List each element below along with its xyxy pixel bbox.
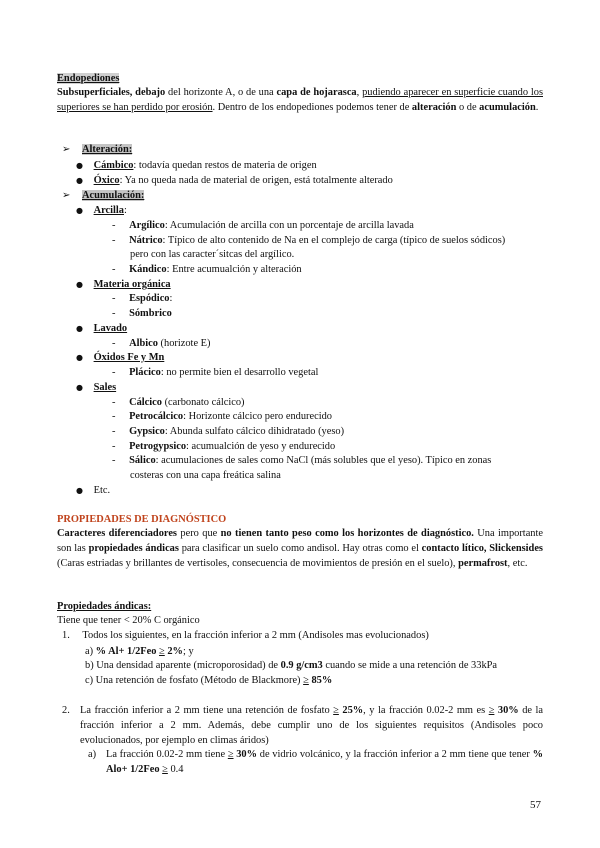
numbered-item: 1. Todos los siguientes, en la fracción inferior a 2 mm (Andisoles mas evolucionados) xyxy=(62,630,429,641)
list-subitem: - Cálcico (carbonato cálcico) xyxy=(112,397,245,408)
bullet-icon: ● xyxy=(76,324,83,333)
arrow-bullet-icon: ➢ xyxy=(62,144,71,155)
numbered-subitem: c) Una retención de fosfato (Método de Blackmore) ≥ 85% xyxy=(85,675,333,686)
numbered-subitem: a) % Al+ 1/2Feo ≥ 2%; y xyxy=(85,646,194,657)
list-item: ● Óxico: Ya no queda nada de material de origen, está totalmente alterado xyxy=(76,175,393,186)
list-item-etc: ● Etc. xyxy=(76,485,111,496)
bullet-icon: ● xyxy=(76,383,83,392)
list-item-materia: ● Materia orgánica xyxy=(76,279,171,290)
list-subitem: - Gypsico: Abunda sulfato cálcico dihidratado (yeso) xyxy=(112,426,345,437)
section-title-andicas: Propiedades ándicas: xyxy=(57,601,152,612)
acumulacion-heading: ➢ Acumulación: xyxy=(62,190,145,201)
numbered-subitem-text: La fracción 0.02-2 mm tiene ≥ 30% de vidrio volcánico, y la fracción inferior a 2 mm tiene que tener % Alo+ 1/2Feo ≥ 0.4 xyxy=(106,749,543,775)
propiedades-paragraph: Caracteres diferenciadores pero que no tienen tanto peso como los horizontes de diagnóstico. Una importante son las propiedades ándicas para clasificar un suelo como andisol. Hay otras como el contacto lítico, Slickensides (Caras estriadas y brillantes de vertisoles, consecuencia de movimientos de presión en el suelo), permafrost, etc. xyxy=(57,528,544,569)
list-subitem-continuation: pero con las caracter´sitcas del argílico. xyxy=(130,249,295,260)
bullet-icon: ● xyxy=(76,486,83,495)
bullet-icon: ● xyxy=(76,176,83,185)
arrow-bullet-icon: ➢ xyxy=(62,190,71,201)
list-subitem: - Kándico: Entre acumualción y alteración xyxy=(112,264,302,275)
list-subitem: - Nátrico: Típico de alto contenido de Na en el complejo de carga (típico de suelos sódicos) xyxy=(112,235,506,246)
section-title-endopediones: Endopediones xyxy=(57,73,120,84)
list-item-sales: ● Sales xyxy=(76,382,117,393)
bullet-icon: ● xyxy=(76,161,83,170)
list-subitem: - Sálico: acumulaciones de sales como NaCl (más solubles que el yeso). Típico en zonas xyxy=(112,455,492,466)
list-subitem: - Petrogypsico: acumualción de yeso y endurecido xyxy=(112,441,336,452)
list-item-lavado: ● Lavado xyxy=(76,323,128,334)
list-subitem: - Argílico: Acumulación de arcilla con un porcentaje de arcilla lavada xyxy=(112,220,414,231)
bullet-icon: ● xyxy=(76,206,83,215)
list-item: ● Cámbico: todavía quedan restos de materia de origen xyxy=(76,160,317,171)
page-number: 57 xyxy=(530,799,541,811)
list-subitem: - Albico (horizote E) xyxy=(112,338,211,349)
numbered-item-number: 2. xyxy=(62,705,70,716)
list-item-oxidos: ● Óxidos Fe y Mn xyxy=(76,352,165,363)
list-subitem-continuation: costeras con una capa freática salina xyxy=(130,470,281,481)
numbered-item-text: La fracción inferior a 2 mm tiene una retención de fosfato ≥ 25%, y la fracción 0.02-2 mm es ≥ 30% de la fracción inferior a 2 mm. Además, debe cumplir uno de los siguientes requisitos (Andisoles poco evolucionados, por ejemplo en climas áridos) xyxy=(80,705,543,746)
bullet-icon: ● xyxy=(76,280,83,289)
bullet-icon: ● xyxy=(76,353,83,362)
list-subitem: - Sómbrico xyxy=(112,308,172,319)
section-title-propiedades: PROPIEDADES DE DIAGNÓSTICO xyxy=(57,514,227,525)
list-subitem: - Petrocálcico: Horizonte cálcico pero endurecido xyxy=(112,411,332,422)
list-subitem: - Plácico: no permite bien el desarrollo vegetal xyxy=(112,367,319,378)
list-subitem: - Espódico: xyxy=(112,293,173,304)
andicas-intro: Tiene que tener < 20% C orgánico xyxy=(57,615,200,626)
numbered-subitem: b) Una densidad aparente (microporosidad) de 0.9 g/cm3 cuando se mide a una retención de 33kPa xyxy=(85,660,498,671)
list-item-arcilla: ● Arcilla: xyxy=(76,205,127,216)
endopediones-paragraph: Subsuperficiales, debajo del horizonte A, o de una capa de hojarasca, pudiendo aparecer en superficie cuando los superiores se han perdido por erosión. Dentro de los endopediones podemos tener de alteración o de acumulación. xyxy=(57,87,543,113)
alteracion-heading: ➢ Alteración: xyxy=(62,144,133,155)
numbered-subitem-letter: a) xyxy=(88,749,97,760)
